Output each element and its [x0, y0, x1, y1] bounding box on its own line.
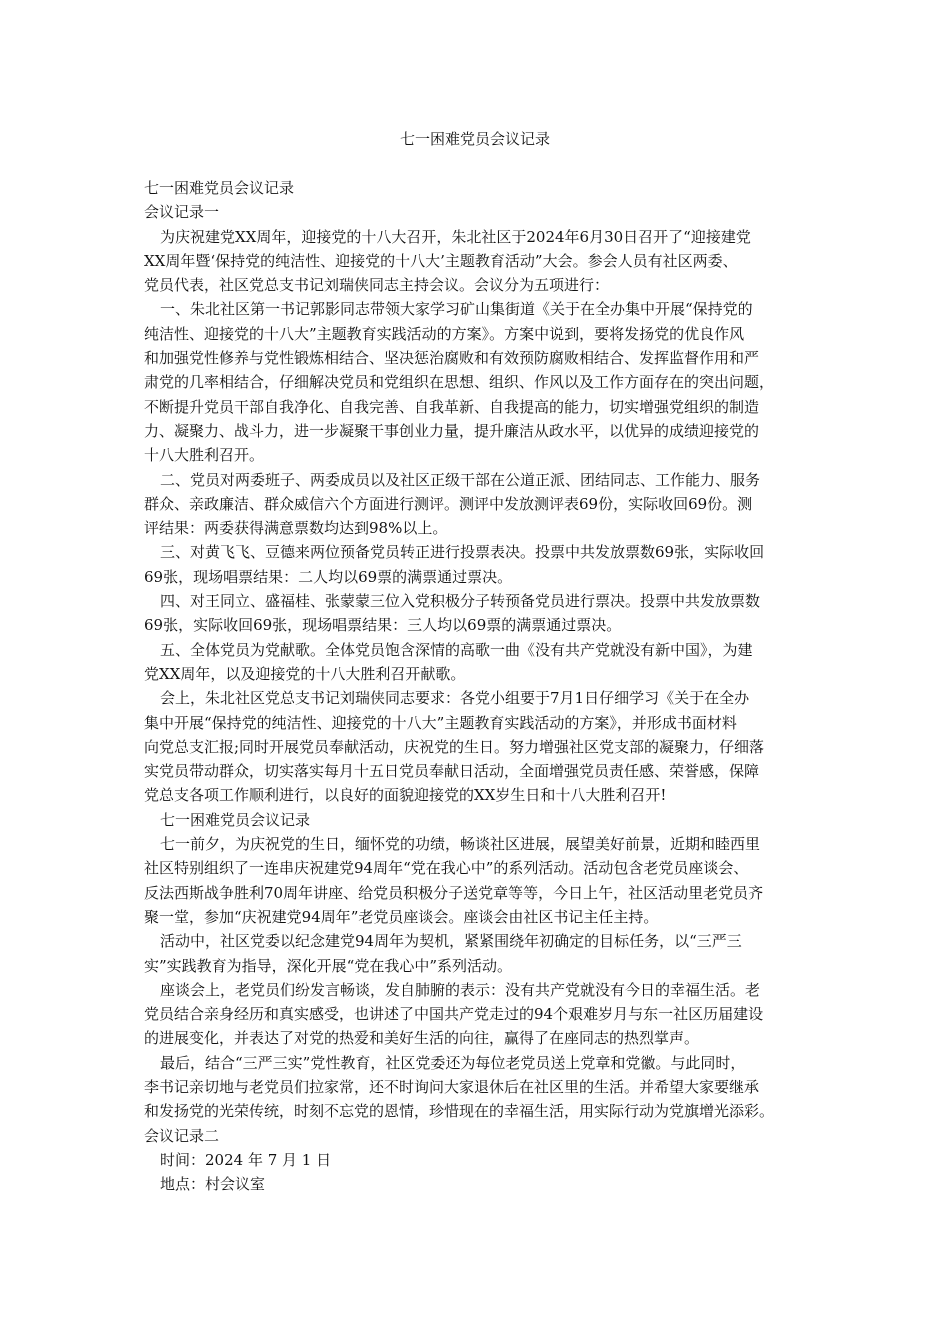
document-body	[144, 176, 808, 1196]
text-line: 肃党的几率相结合，仔细解决党员和党组织在思想、组织、作风以及工作方面存在的突出问题，	[144, 373, 775, 392]
text-line: 最后，结合“三严三实”党性教育，社区党委还为每位老党员送上党章和党徽。与此同时，	[160, 1053, 746, 1072]
text-line: 会上，朱北社区党总支书记刘瑞侠同志要求：各党小组要于7月1日仔细学习《关于在全办	[160, 689, 750, 708]
text-line: 五、全体党员为党献歌。全体党员饱含深情的高歌一曲《没有共产党就没有新中国》，为建	[160, 640, 753, 659]
text-line: 座谈会上，老党员们纷发言畅谈，发自肺腑的表示：没有共产党就没有今日的幸福生活。老	[160, 980, 761, 999]
text-line: 向党总支汇报;同时开展党员奉献活动，庆祝党的生日。努力增强社区党支部的凝聚力，仔细落	[144, 737, 765, 756]
text-line: 三、对黄飞飞、豆德来两位预备党员转正进行投票表决。投票中共发放票数69张，实际收回	[160, 543, 765, 562]
text-line: 为庆祝建党XX周年，迎接党的十八大召开，朱北社区于2024年6月30日召开了“迎接建党	[160, 227, 751, 246]
text-line: 集中开展“保持党的纯洁性、迎接党的十八大”主题教育实践活动的方案》，并形成书面材料	[144, 713, 737, 732]
text-line: 党员结合亲身经历和真实感受，也讲述了中国共产党走过的94个艰难岁月与东一社区历届建设	[144, 1005, 764, 1024]
text-line: 二、党员对两委班子、两委成员以及社区正级干部在公道正派、团结同志、工作能力、服务	[160, 470, 761, 489]
text-line: 会议记录二	[144, 1126, 220, 1145]
text-line: 和加强党性修养与党性锻炼相结合、坚决惩治腐败和有效预防腐败相结合、发挥监督作用和严	[144, 349, 760, 368]
text-line: 党员代表，社区党总支书记刘瑞侠同志主持会议。会议分为五项进行：	[144, 276, 610, 295]
text-line: 党总支各项工作顺利进行，以良好的面貌迎接党的XX岁生日和十八大胜利召开!	[144, 786, 667, 805]
text-line: 评结果：两委获得满意票数均达到98%以上。	[144, 519, 448, 538]
text-line: 聚一堂，参加“庆祝建党94周年”老党员座谈会。座谈会由社区书记主任主持。	[144, 907, 659, 926]
text-line: 活动中，社区党委以纪念建党94周年为契机，紧紧围绕年初确定的目标任务，以“三严三	[160, 932, 742, 951]
text-line: 会议记录一	[144, 203, 220, 222]
text-line: 党XX周年，以及迎接党的十八大胜利召开献歌。	[144, 664, 466, 683]
text-line: 一、朱北社区第一书记郭影同志带领大家学习矿山集街道《关于在全办集中开展“保持党的	[160, 300, 753, 319]
document-title: 七一困难党员会议记录	[399, 130, 550, 148]
text-line: 纯洁性、迎接党的十八大”主题教育实践活动的方案》。方案中说到，要将发扬党的优良作风	[144, 324, 745, 343]
text-line: XX周年暨‘保持党的纯洁性、迎接党的十八大’主题教育活动”大会。参会人员有社区两委、	[144, 251, 738, 270]
text-line: 七一困难党员会议记录	[144, 179, 295, 197]
text-line: 69张，现场唱票结果：二人均以69票的满票通过票决。	[144, 567, 513, 586]
text-line: 69张，实际收回69张，现场唱票结果：三人均以69票的满票通过票决。	[144, 616, 622, 635]
text-line: 的进展变化，并表达了对党的热爱和美好生活的向往，赢得了在座同志的热烈掌声。	[144, 1029, 700, 1048]
text-line: 四、对王同立、盛福桂、张蒙蒙三位入党积极分子转预备党员进行票决。投票中共发放票数	[160, 592, 761, 611]
text-line: 社区特别组织了一连串庆祝建党94周年“党在我心中”的系列活动。活动包含老党员座谈会、	[144, 859, 749, 878]
text-line: 地点：村会议室	[160, 1175, 266, 1194]
text-line: 李书记亲切地与老党员们拉家常，还不时询问大家退休后在社区里的生活。并希望大家要继承	[144, 1077, 760, 1096]
text-line: 实党员带动群众，切实落实每月十五日党员奉献日活动，全面增强党员责任感、荣誉感，保障	[144, 762, 760, 781]
text-line: 反法西斯战争胜利70周年讲座、给党员积极分子送党章等等，今日上午，社区活动里老党员齐	[144, 883, 764, 902]
text-line: 时间：2024 年 7 月 1 日	[160, 1150, 332, 1169]
text-line: 和发扬党的光荣传统，时刻不忘党的恩情，珍惜现在的幸福生活，用实际行动为党旗增光添彩。	[144, 1102, 775, 1121]
text-line: 群众、亲政廉洁、群众威信六个方面进行测评。测评中发放测评表69份，实际收回69份。测	[144, 494, 753, 513]
text-line: 力、凝聚力、战斗力，进一步凝聚干事创业力量，提升廉洁从政水平，以优异的成绩迎接党的	[144, 421, 760, 440]
text-line: 十八大胜利召开。	[144, 446, 265, 465]
text-line: 七一困难党员会议记录	[160, 810, 311, 829]
text-line: 不断提升党员干部自我净化、自我完善、自我革新、自我提高的能力，切实增强党组织的制造	[144, 397, 760, 416]
text-line: 七一前夕，为庆祝党的生日，缅怀党的功绩，畅谈社区进展，展望美好前景，近期和睦西里	[160, 835, 761, 854]
text-line: 实”实践教育为指导，深化开展“党在我心中”系列活动。	[144, 956, 513, 975]
